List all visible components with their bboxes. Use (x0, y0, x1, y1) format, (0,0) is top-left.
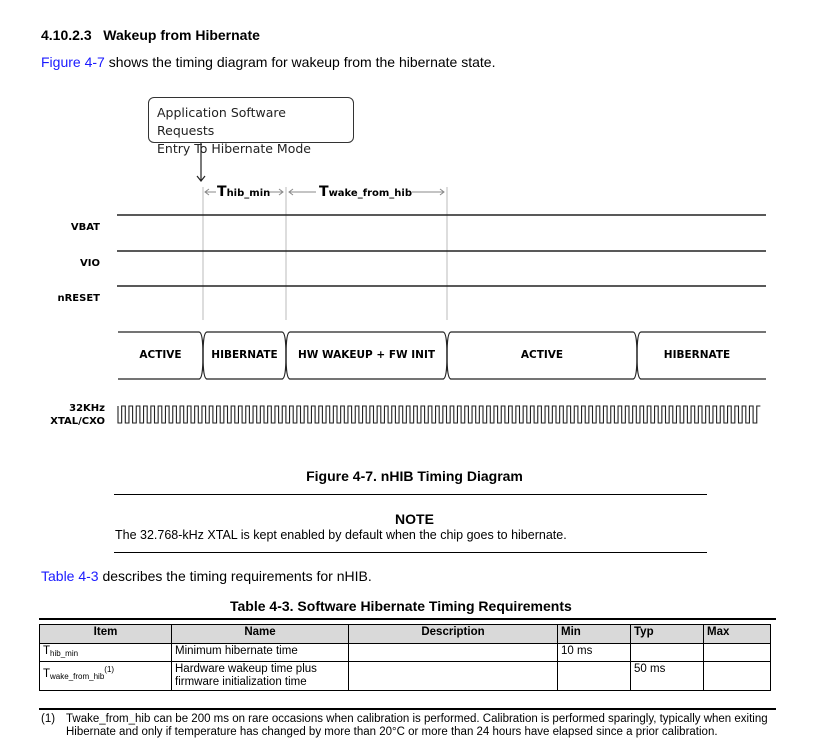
footnote-rule (39, 708, 776, 710)
cell-max (704, 662, 771, 691)
cell-min: 10 ms (558, 644, 631, 662)
table-intro-text: describes the timing requirements for nHIB. (98, 568, 372, 584)
table-intro-paragraph (41, 568, 372, 584)
intro-text: shows the timing diagram for wakeup from the hibernate state. (104, 54, 496, 70)
signal-label-vio: VIO (80, 258, 100, 269)
state-label: ACTIVE (520, 349, 564, 361)
figure-caption: Figure 4-7. nHIB Timing Diagram (306, 468, 523, 484)
header-typ: Typ (631, 625, 704, 644)
note-title: NOTE (395, 511, 434, 527)
cell-typ: 50 ms (631, 662, 704, 691)
header-max: Max (704, 625, 771, 644)
figure-link[interactable]: Figure 4-7 (41, 54, 105, 70)
cell-typ (631, 644, 704, 662)
note-bottom-rule (114, 552, 707, 553)
cell-item: $T_{hib\_min}$ (40, 644, 172, 662)
section-title: Wakeup from Hibernate (103, 27, 260, 43)
state-label: HW WAKEUP + FW INIT (297, 349, 436, 361)
header-min: Min (558, 625, 631, 644)
cell-name: Minimum hibernate time (172, 644, 349, 662)
note-top-rule (114, 494, 707, 495)
header-item: Item (40, 625, 172, 644)
header-description: Description (349, 625, 558, 644)
table-row (40, 644, 771, 662)
state-label: ACTIVE (139, 349, 182, 361)
state-label: HIBERNATE (211, 349, 278, 361)
thib-min-label: Thib_min (217, 184, 271, 200)
table-row (40, 662, 771, 691)
footnote-text: Twake_from_hib can be 200 ms on rare occasions when calibration is performed. Calibration is performed sparingly, typically when exiting Hibernate and only if temperature has changed by more than 20°C or more than 24 hours have elapsed since a prior calibration. (66, 713, 768, 738)
cell-description (349, 644, 558, 662)
signal-label-vbat: VBAT (70, 222, 100, 233)
footnote-ref[interactable]: (1) (104, 665, 115, 674)
signal-label-nreset: nRESET (57, 293, 100, 304)
cell-item: $T_{wake\_from\_hib}^{(1)}$ (40, 662, 172, 691)
cell-min (558, 662, 631, 691)
callout-line-1: Application Software Requests (157, 105, 286, 138)
header-name: Name (172, 625, 349, 644)
callout-line-2: Entry To Hibernate Mode (157, 141, 311, 156)
section-number: 4.10.2.3 (41, 27, 92, 43)
twake-from-hib-label: Twake_from_hib (319, 184, 412, 200)
clock-waveform (118, 406, 760, 423)
state-label: HIBERNATE (663, 349, 731, 361)
cell-description (349, 662, 558, 691)
table-title-rule (39, 618, 776, 620)
signal-label-clock: 32KHz XTAL/CXO (50, 403, 105, 427)
cell-max (704, 644, 771, 662)
table-title: Table 4-3. Software Hibernate Timing Requirements (230, 598, 572, 614)
note-text: The 32.768-kHz XTAL is kept enabled by default when the chip goes to hibernate. (115, 528, 567, 542)
footnote-number: (1) (41, 713, 56, 725)
table-link[interactable]: Table 4-3 (41, 568, 99, 584)
timing-requirements-table (39, 624, 771, 691)
table-header-row (40, 625, 771, 644)
cell-name: Hardware wakeup time plus firmware initialization time (172, 662, 349, 691)
